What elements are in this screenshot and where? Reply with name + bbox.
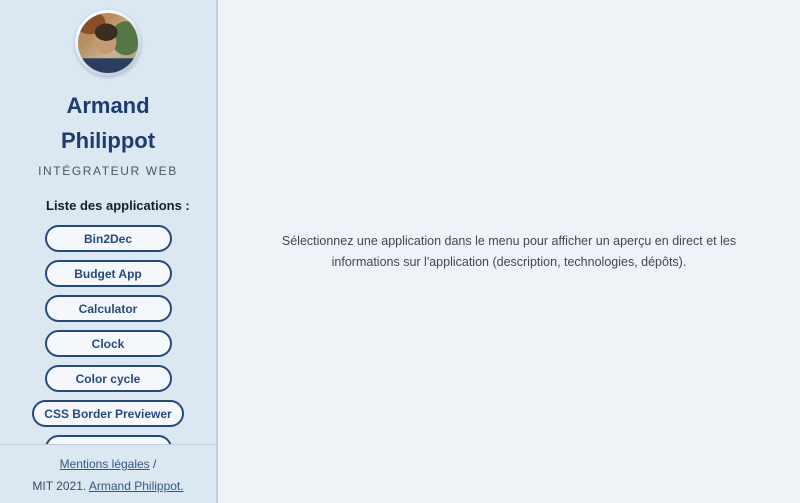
license-text: MIT 2021.: [32, 479, 87, 493]
list-item: [0, 435, 216, 444]
app-list: [0, 225, 216, 444]
legal-separator: /: [153, 457, 157, 471]
list-item: [0, 260, 216, 287]
license-line: [8, 479, 208, 493]
app-list-label: Liste des applications :: [46, 198, 190, 213]
profile-header: [0, 0, 216, 178]
sidebar-footer: [0, 444, 216, 503]
list-item: [0, 225, 216, 252]
avatar: [75, 10, 141, 76]
list-item: [0, 365, 216, 392]
legal-link[interactable]: Mentions légales: [59, 457, 150, 471]
avatar-photo: [78, 13, 138, 73]
app-button-clipped[interactable]: [45, 435, 172, 444]
main-content: [218, 0, 800, 503]
app-button-color-cycle[interactable]: Color cycle: [45, 365, 172, 392]
list-item: [0, 400, 216, 427]
app-button-clock[interactable]: Clock: [45, 330, 172, 357]
author-link[interactable]: Armand Philippot.: [88, 479, 184, 493]
profile-name: Armand Philippot: [60, 93, 156, 153]
list-item: [0, 295, 216, 322]
profile-subtitle: INTÉGRATEUR WEB: [38, 164, 178, 178]
app-button-calculator[interactable]: Calculator: [45, 295, 172, 322]
sidebar: [0, 0, 218, 503]
app-nav: [0, 198, 216, 444]
app-button-css-border-previewer[interactable]: CSS Border Previewer: [32, 400, 183, 427]
app-button-bin2dec[interactable]: Bin2Dec: [45, 225, 172, 252]
list-item: [0, 330, 216, 357]
placeholder-message: Sélectionnez une application dans le menu pour afficher un aperçu en direct et les informations sur l'application (description, technologies, dépôts).: [281, 233, 737, 269]
app-button-budget-app[interactable]: Budget App: [45, 260, 172, 287]
legal-line: [8, 457, 208, 471]
